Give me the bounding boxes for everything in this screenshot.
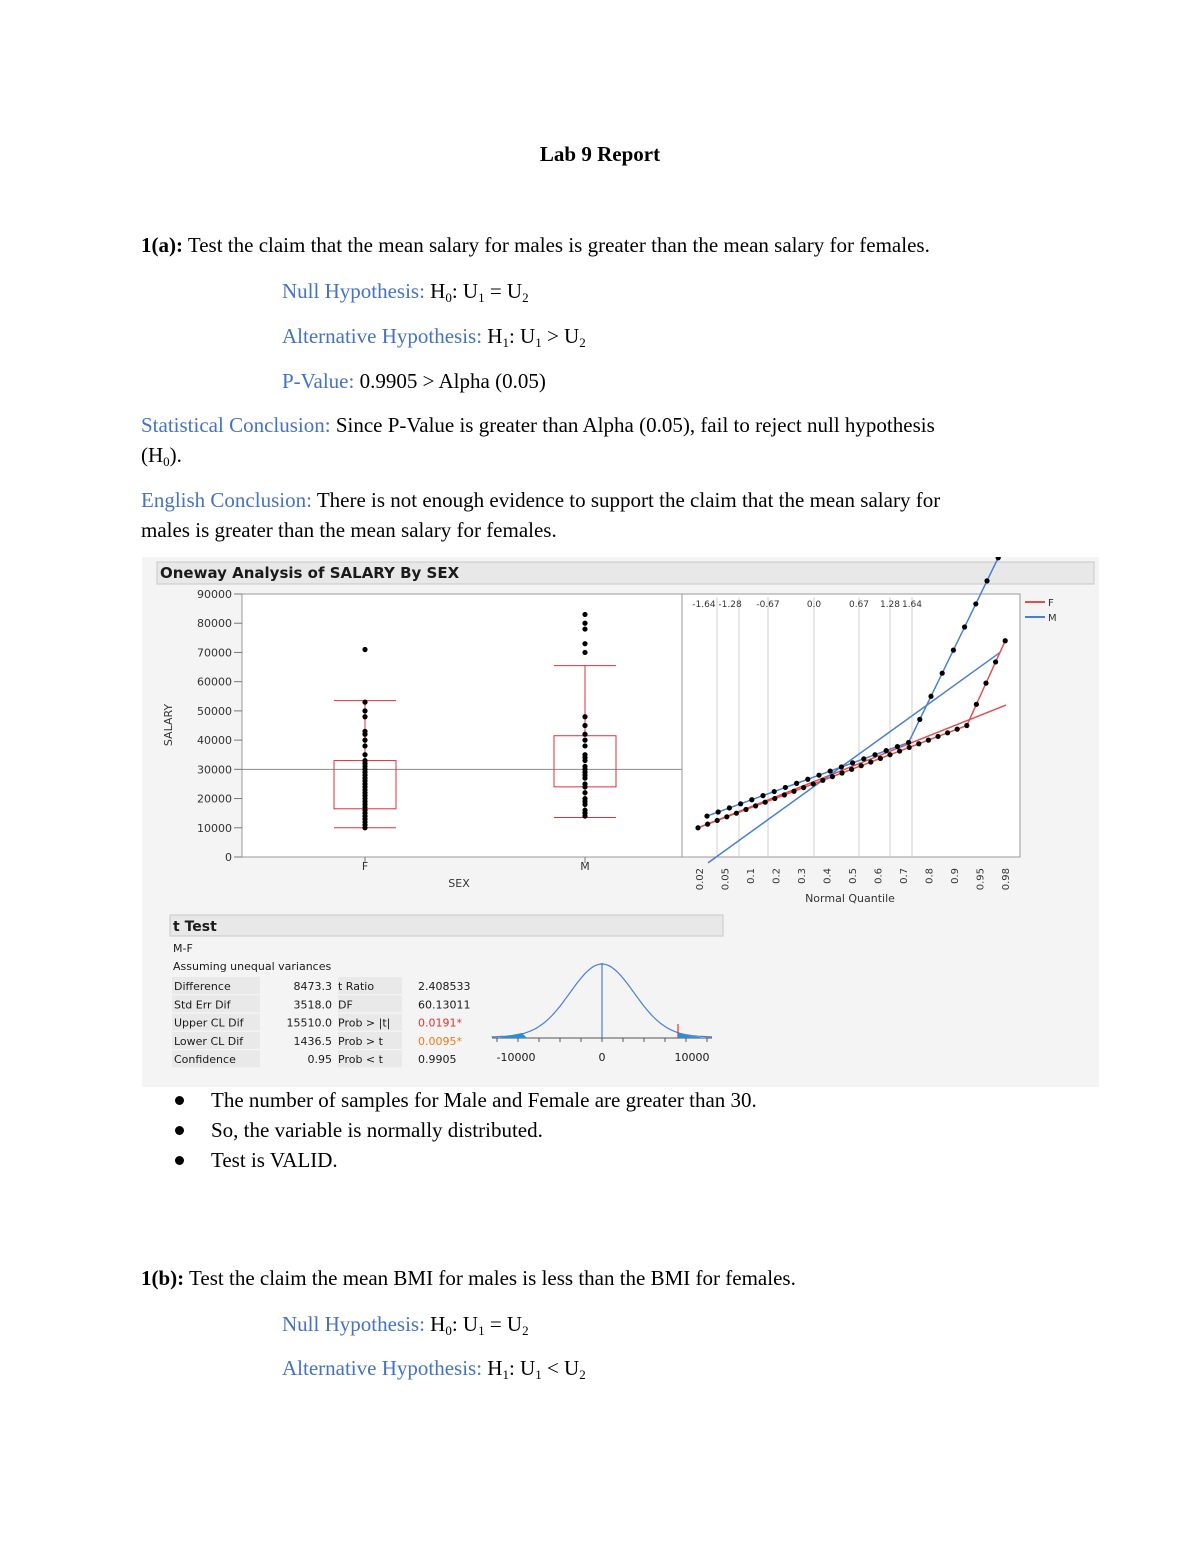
male-quantile-point	[749, 797, 754, 802]
y-tick-label: 90000	[197, 588, 232, 601]
hypothesis-text: $H_1$: $U_1 < U_2$	[487, 1356, 586, 1382]
female-quantile-point	[983, 681, 988, 686]
x-axis-ticks	[362, 857, 590, 873]
female-quantile-point	[1003, 638, 1008, 643]
male-quantile-point	[783, 785, 788, 790]
data-point	[582, 732, 587, 737]
male-quantile-point	[884, 748, 889, 753]
female-quantile-point	[916, 741, 921, 746]
female-quantile-point	[830, 774, 835, 779]
female-quantile-point	[897, 748, 902, 753]
data-point	[582, 714, 587, 719]
male-quantile-point	[861, 756, 866, 761]
ttest-stat-value: 60.13011	[418, 998, 471, 1012]
female-quantile-point	[887, 752, 892, 757]
male-quantile-point	[984, 578, 989, 583]
female-quantile-point	[926, 738, 931, 743]
male-quantile-point	[973, 601, 978, 606]
male-quantile-point	[828, 768, 833, 773]
ttest-stat-value: 0.0095*	[418, 1034, 462, 1048]
data-point	[582, 796, 587, 801]
quantile-top-tick: -1.64 -1.28	[692, 600, 742, 610]
ttest-header-bar	[170, 915, 723, 936]
male-quantile-point	[872, 752, 877, 757]
quantile-bottom-tick: 0.98	[1001, 868, 1012, 891]
female-quantile-point	[705, 822, 710, 827]
y-tick-label: 50000	[197, 704, 232, 718]
data-point	[582, 723, 587, 728]
female-quantile-point	[743, 807, 748, 812]
data-point	[362, 700, 367, 705]
male-quantile-point	[940, 671, 945, 676]
english-conclusion-label: English Conclusion:	[141, 488, 312, 512]
quantile-legend	[1025, 598, 1057, 624]
statistical-conclusion-line	[141, 410, 935, 440]
quantile-top-tick: 0.0	[806, 600, 822, 610]
english-conclusion-text: There is not enough evidence to support the claim that the mean salary for	[316, 488, 941, 512]
bullet-list	[141, 1085, 757, 1175]
female-quantile-point	[955, 727, 960, 732]
male-quantile-point	[704, 813, 709, 818]
quantile-bottom-tick: 0.05	[720, 868, 732, 891]
female-quantile-point	[974, 702, 979, 707]
subscript: 1	[478, 290, 485, 305]
male-quantile-point	[928, 694, 933, 699]
quantile-axis-label: Normal Quantile	[805, 892, 895, 905]
ttest-row-value: 8473.3	[293, 980, 332, 993]
male-quantile-point	[760, 793, 765, 798]
female-quantile-point	[935, 734, 940, 739]
ttest-table	[172, 977, 471, 1067]
data-point	[582, 641, 587, 646]
quantile-bottom-tick: 0.3	[797, 868, 808, 884]
alternative-hypothesis-label: Alternative Hypothesis:	[282, 324, 483, 348]
null-hypothesis-label: Null Hypothesis:	[282, 1312, 425, 1336]
ttest-row-label: Std Err Dif	[174, 998, 231, 1012]
ttest-stat-label: Prob < t	[338, 1053, 383, 1067]
quantile-bottom-tick: 0.2	[771, 868, 783, 884]
quantile-top-tick: -0.67	[756, 600, 780, 610]
male-quantile-point	[816, 773, 821, 778]
male-quantile-point	[839, 764, 844, 769]
null-hypothesis-line-1b	[282, 1309, 529, 1339]
quantile-bottom-tick: 0.6	[873, 868, 885, 884]
female-quantile-point	[801, 785, 806, 790]
y-tick-label: 60000	[197, 675, 232, 689]
data-point	[582, 790, 587, 795]
female-quantile-point	[945, 730, 950, 735]
conclusion-text: (H	[141, 443, 164, 467]
data-point	[362, 758, 367, 763]
data-point	[582, 621, 587, 626]
ttest-row-value: 3518.0	[293, 998, 332, 1012]
female-quantile-point	[907, 745, 912, 750]
statistical-conclusion-line-2	[141, 440, 182, 470]
question-1b	[141, 1263, 796, 1293]
male-quantile-point	[716, 809, 721, 814]
bullet-item: Test is VALID.	[141, 1145, 757, 1175]
male-quantile-point	[738, 801, 743, 806]
y-tick-label: 40000	[197, 734, 232, 748]
english-conclusion-line-2: males is greater than the mean salary for females.	[141, 518, 557, 542]
quantile-bottom-tick: 0.9	[950, 868, 961, 884]
female-quantile-point	[859, 763, 864, 768]
quantile-bottom-tick: 0.8	[924, 868, 936, 884]
male-quantile-point	[794, 781, 799, 786]
question-text: Test the claim that the mean salary for males is greater than the mean salary for females.	[187, 233, 930, 257]
female-quantile-point	[791, 789, 796, 794]
ttest-comparison: M-F	[173, 942, 193, 955]
female-quantile-point	[878, 756, 883, 761]
y-tick-label: 30000	[197, 763, 232, 777]
female-quantile-point	[820, 778, 825, 783]
data-point	[362, 738, 367, 743]
data-point	[582, 764, 587, 769]
data-point	[582, 752, 587, 757]
male-quantile-point	[772, 789, 777, 794]
subscript: 0	[163, 454, 170, 469]
quantile-bottom-tick: 0.5	[848, 868, 859, 884]
data-point	[362, 743, 367, 748]
data-point	[582, 738, 587, 743]
alternative-hypothesis-line-1b	[282, 1353, 586, 1383]
jmp-output-figure	[142, 557, 1099, 1087]
p-value-text: 0.9905 > Alpha (0.05)	[359, 369, 546, 393]
p-value-line	[282, 366, 546, 396]
ttest-stat-label: Prob > |t|	[338, 1016, 391, 1030]
y-axis-label: SALARY	[162, 703, 175, 747]
null-hypothesis-label: Null Hypothesis:	[282, 279, 425, 303]
ttest-stat-label: t Ratio	[338, 980, 375, 993]
data-point	[582, 626, 587, 631]
hypothesis-text: H	[487, 324, 503, 348]
quantile-bottom-tick: 0.7	[899, 868, 910, 884]
subscript: 2	[579, 335, 586, 350]
dist-tick-label: -10000	[496, 1051, 536, 1064]
alternative-hypothesis-line	[282, 321, 586, 351]
data-point	[582, 781, 587, 786]
male-quantile-point	[850, 760, 855, 765]
quantile-bottom-tick: 0.1	[746, 868, 757, 884]
question-label: 1(a):	[141, 233, 183, 257]
english-conclusion-line	[141, 485, 940, 515]
page-title: Lab 9 Report	[539, 142, 661, 166]
quantile-bottom-tick: 0.95	[975, 868, 987, 891]
female-quantile-point	[715, 818, 720, 823]
quantile-bottom-tick: 0.4	[822, 868, 834, 884]
dist-tick-label: 0	[598, 1051, 606, 1064]
data-point	[362, 647, 367, 652]
data-point	[582, 612, 587, 617]
statistical-conclusion-label: Statistical Conclusion:	[141, 413, 331, 437]
left-tail-area	[497, 1033, 527, 1038]
hypothesis-text: = U	[484, 279, 523, 303]
quantile-top-tick: 1.64	[901, 600, 923, 610]
jmp-output-svg	[142, 557, 1099, 1087]
legend-label: F	[1048, 598, 1054, 609]
legend-label: M	[1048, 613, 1057, 624]
ttest-row-value: 15510.0	[286, 1016, 332, 1030]
question-1a	[141, 230, 930, 260]
y-tick-label: 10000	[197, 821, 232, 835]
y-tick-label: 0	[225, 851, 232, 864]
ttest-row-label: Upper CL Dif	[174, 1016, 244, 1030]
p-value-label: P-Value:	[282, 369, 355, 393]
ttest-assumption: Assuming unequal variances	[173, 960, 332, 973]
x-tick-label: M	[580, 860, 590, 873]
x-tick-label: F	[361, 860, 369, 873]
ttest-row-label: Difference	[174, 980, 231, 993]
female-quantile-point	[964, 723, 969, 728]
question-text: Test the claim the mean BMI for males is less than the BMI for females.	[189, 1266, 796, 1290]
ttest-stat-value: 2.408533	[418, 980, 471, 993]
female-quantile-point	[849, 767, 854, 772]
ttest-row-label: Lower CL Dif	[174, 1034, 244, 1048]
y-axis-ticks	[197, 588, 242, 864]
dist-tick-label: 10000	[674, 1051, 710, 1064]
female-quantile-point	[724, 814, 729, 819]
hypothesis-text: > U	[541, 324, 580, 348]
data-point	[362, 752, 367, 757]
hypothesis-text: H	[430, 279, 446, 303]
male-quantile-point	[962, 624, 967, 629]
ttest-stat-label: DF	[338, 998, 353, 1012]
ttest-header: t Test	[173, 919, 217, 935]
ttest-stat-label: Prob > t	[338, 1034, 383, 1048]
female-quantile-point	[695, 825, 700, 830]
male-quantile-point	[917, 717, 922, 722]
data-point	[362, 714, 367, 719]
quantile-bottom-tick: 0.02	[695, 868, 706, 891]
ttest-row-value: 1436.5	[293, 1034, 332, 1048]
subscript: 2	[522, 290, 529, 305]
y-tick-label: 80000	[197, 617, 232, 631]
alternative-hypothesis-label: Alternative Hypothesis:	[282, 1356, 483, 1380]
quantile-top-tick: 1.28	[879, 600, 901, 610]
ttest-row-label: Confidence	[174, 1053, 236, 1067]
ttest-stat-value: 0.0191*	[418, 1016, 462, 1030]
hypothesis-text: : U	[451, 279, 479, 303]
subscript: 0	[445, 290, 452, 305]
female-quantile-point	[753, 803, 758, 808]
male-quantile-point	[906, 740, 911, 745]
question-label: 1(b):	[141, 1266, 185, 1290]
x-axis-label: SEX	[448, 877, 470, 890]
female-quantile-point	[993, 659, 998, 664]
female-quantile-point	[811, 781, 816, 786]
female-quantile-point	[782, 792, 787, 797]
data-point	[582, 650, 587, 655]
conclusion-text: ).	[169, 443, 182, 467]
null-hypothesis-line	[282, 276, 529, 306]
bullet-item: The number of samples for Male and Female are greater than 30.	[141, 1085, 757, 1115]
data-point	[582, 808, 587, 813]
hypothesis-text: $H_0$: $U_1 = U_2$	[430, 1312, 529, 1338]
bullet-item: So, the variable is normally distributed.	[141, 1115, 757, 1145]
data-point	[362, 708, 367, 713]
female-quantile-point	[839, 770, 844, 775]
y-tick-label: 70000	[197, 646, 232, 660]
ttest-stat-value: 0.9905	[418, 1053, 457, 1067]
data-point	[582, 743, 587, 748]
statistical-conclusion-text: Since P-Value is greater than Alpha (0.05), fail to reject null hypothesis	[335, 413, 935, 437]
data-point	[362, 729, 367, 734]
hypothesis-text: : U	[508, 324, 536, 348]
male-quantile-point	[805, 777, 810, 782]
quantile-top-tick: 0.67	[848, 600, 870, 610]
subscript: 1	[502, 335, 509, 350]
female-quantile-point	[763, 800, 768, 805]
female-quantile-point	[868, 759, 873, 764]
subscript: 1	[535, 335, 542, 350]
male-quantile-point	[895, 744, 900, 749]
female-quantile-point	[734, 811, 739, 816]
analysis-header: Oneway Analysis of SALARY By SEX	[160, 564, 460, 582]
y-tick-label: 20000	[197, 792, 232, 806]
male-quantile-point	[727, 805, 732, 810]
female-quantile-point	[772, 796, 777, 801]
ttest-row-value: 0.95	[307, 1053, 332, 1067]
t-distribution-plot	[492, 963, 712, 1064]
male-quantile-point	[951, 648, 956, 653]
